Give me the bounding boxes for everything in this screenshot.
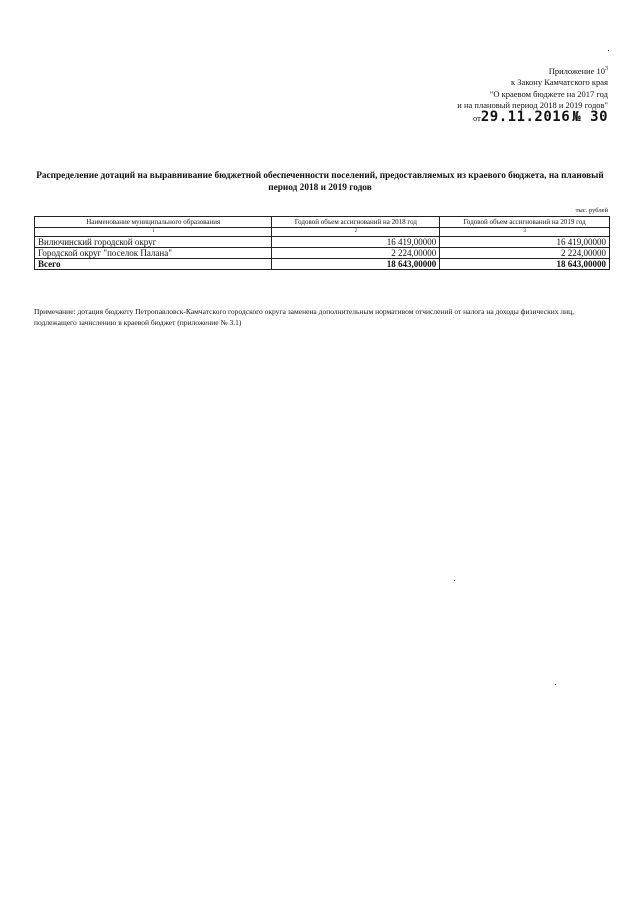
column-number: 1 (35, 228, 272, 237)
footnote: Примечание: дотация бюджету Петропавловск-Камчатского городского округа заменена дополнительным нормативом отчислений от налога на доходы физических лиц, подлежащего зачислению в краевой бюджет (приложение № 3.1) (34, 307, 575, 327)
document-date-line (348, 108, 608, 125)
date-prefix: от (473, 112, 481, 123)
scan-speck (555, 684, 556, 685)
amount-2018: 16 419,00000 (272, 237, 440, 248)
amount-2018: 2 224,00000 (272, 248, 440, 259)
appendix-header (348, 64, 608, 124)
document-title: Распределение дотаций на выравнивание бюджетной обеспеченности поселений, предоставляемых из краевого бюджета, на плановый период 2018 и 2019 годов (36, 171, 604, 193)
units-label: тыс. рублей (575, 207, 608, 214)
plan-period-line: и на плановый период 2018 и 2019 годов" (457, 100, 608, 111)
amount-2019: 2 224,00000 (440, 248, 610, 259)
law-reference-line: к Закону Камчатского края (511, 77, 608, 88)
scan-speck (608, 50, 609, 51)
total-2019: 18 643,00000 (440, 259, 610, 270)
header-2018: Годовой объем ассигнований на 2018 год (272, 217, 440, 228)
municipality-name: Вилючинский городской округ (35, 237, 272, 248)
table-row (35, 237, 610, 248)
total-2018: 18 643,00000 (272, 259, 440, 270)
appendix-label-line (348, 64, 608, 77)
appendix-superscript: 3 (605, 66, 608, 72)
handwritten-date: 29.11.2016 (480, 108, 571, 125)
total-row (35, 259, 610, 270)
column-number-row (35, 228, 610, 237)
column-number: 2 (272, 228, 440, 237)
table-row (35, 248, 610, 259)
table-header-row (35, 217, 610, 228)
handwritten-number: № 30 (572, 108, 608, 125)
header-2019: Годовой объем ассигнований на 2019 год (440, 217, 610, 228)
allocation-table (34, 216, 610, 270)
budget-title-line: "О краевом бюджете на 2017 год (489, 88, 608, 99)
municipality-name: Городской округ "поселок Палана" (35, 248, 272, 259)
scan-speck (454, 580, 455, 581)
total-label: Всего (35, 259, 272, 270)
column-number: 3 (440, 228, 610, 237)
header-municipality: Наименование муниципального образования (35, 217, 272, 228)
amount-2019: 16 419,00000 (440, 237, 610, 248)
appendix-label: Приложение 10 (548, 65, 605, 76)
